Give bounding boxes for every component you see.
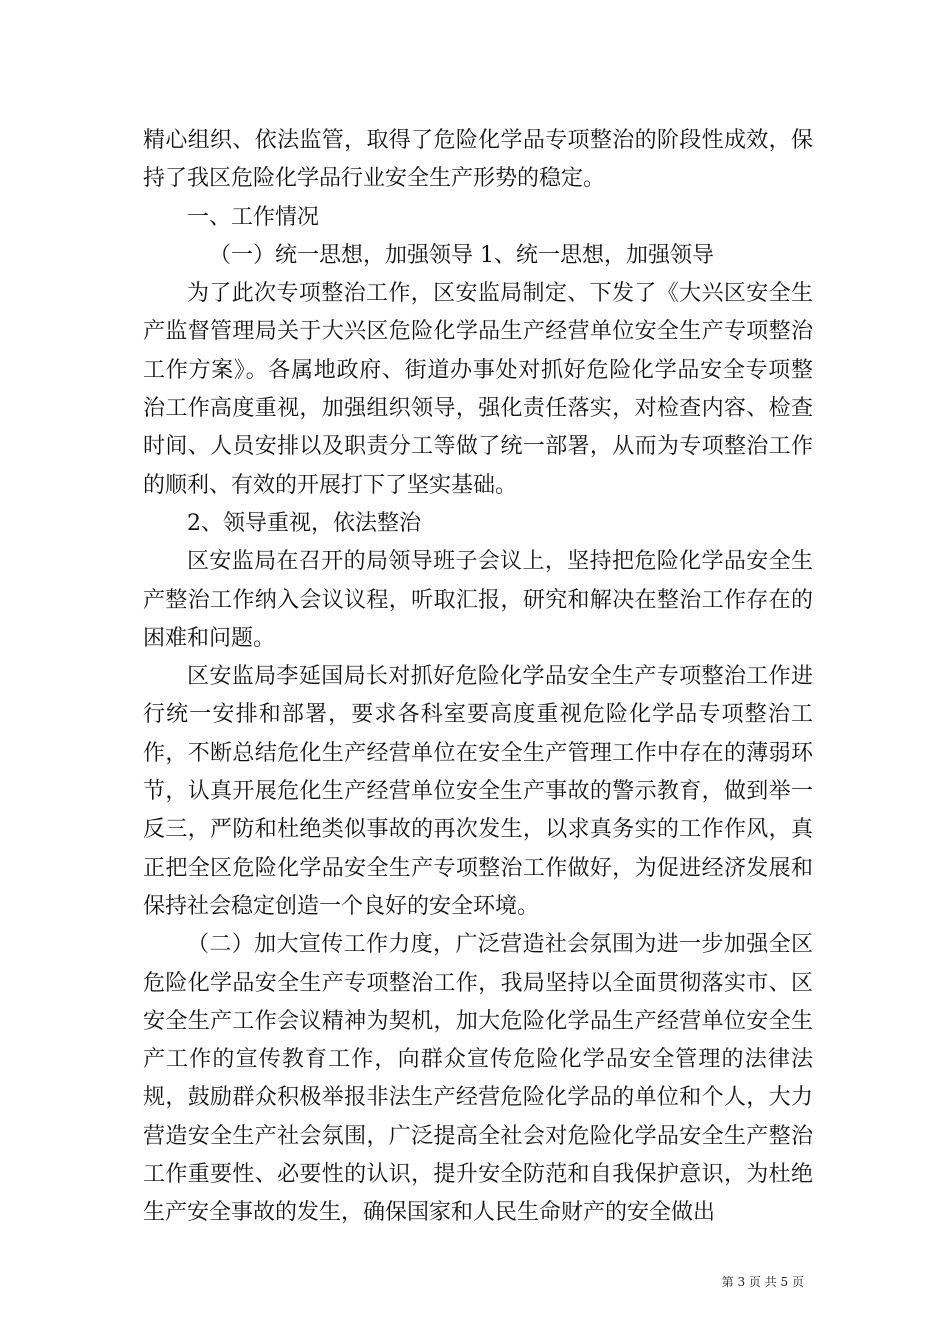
paragraph-publicity: （二）加大宣传工作力度，广泛营造社会氛围为进一步加强全区危险化学品安全生产专项整治工作，我局坚持以全面贯彻落实市、区安全生产工作会议精神为契机，加大危险化学品生产经营单位安全生产工作的宣传教育工作，向群众宣传危险化学品安全管理的法律法规，鼓励群众积极举报非法生产经营危险化学品的单位和个人，大力营造安全生产社会氛围，广泛提高全社会对危险化学品安全生产整治工作重要性、必要性的认识，提升安全防范和自我保护意识，为杜绝生产安全事故的发生，确保国家和人民生命财产的安全做出 (143, 932, 813, 1226)
page-number-footer: 第 3 页 共 5 页 (721, 1275, 804, 1289)
paragraph-continuation: 精心组织、依法监管，取得了危险化学品专项整治的阶段性成效，保持了我区危险化学品行业安全生产形势的稳定。 (143, 128, 813, 192)
section-heading-work-situation: 一、工作情况 (187, 204, 320, 230)
paragraph-work-plan: 为了此次专项整治工作，区安监局制定、下发了《大兴区安全生产监督管理局关于大兴区危险化学品生产经营单位安全生产专项整治工作方案》。各属地政府、街道办事处对抓好危险化学品安全专项整治工作高度重视，加强组织领导，强化责任落实，对检查内容、检查时间、人员安排以及职责分工等做了统一部署，从而为专项整治工作的顺利、有效的开展打下了坚实基础。 (143, 281, 813, 498)
paragraph-leadership-meeting: 区安监局在召开的局领导班子会议上，坚持把危险化学品安全生产整治工作纳入会议议程，听取汇报，研究和解决在整治工作存在的困难和问题。 (143, 549, 813, 651)
paragraph-director-arrangement: 区安监局李延国局长对抓好危险化学品安全生产专项整治工作进行统一安排和部署，要求各科室要高度重视危险化学品专项整治工作，不断总结危化生产经营单位在安全生产管理工作中存在的薄弱环节，认真开展危化生产经营单位安全生产事故的警示教育，做到举一反三，严防和杜绝类似事故的再次发生，以求真务实的工作作风，真正把全区危险化学品安全生产专项整治工作做好，为促进经济发展和保持社会稳定创造一个良好的安全环境。 (143, 664, 813, 919)
document-body (143, 122, 813, 1233)
subsection-heading-leadership: 2、领导重视，依法整治 (187, 510, 421, 536)
subsection-heading-unify-thinking: （一）统一思想，加强领导 1、统一思想，加强领导 (209, 242, 714, 268)
